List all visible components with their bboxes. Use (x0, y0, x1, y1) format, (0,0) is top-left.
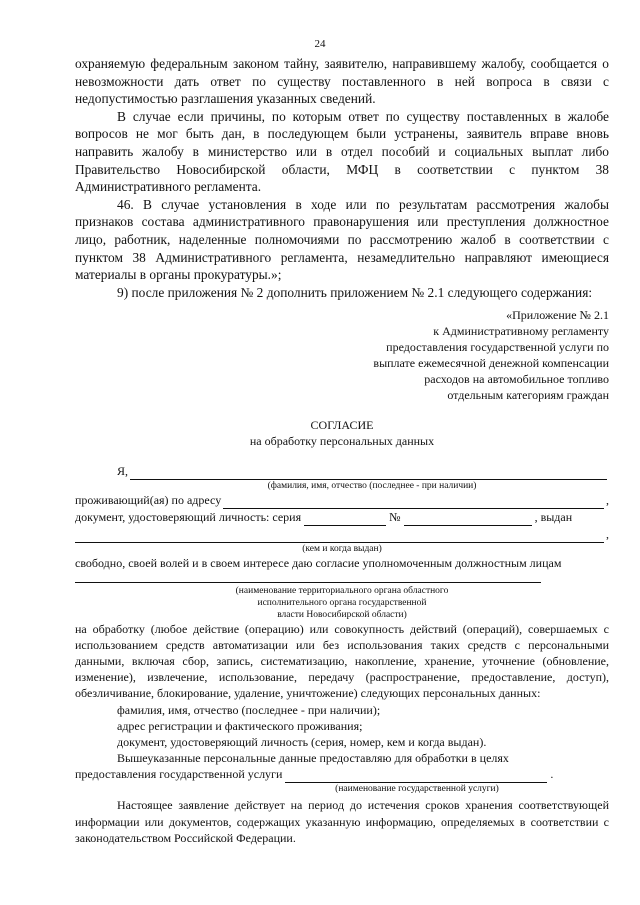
caption-line: исполнительного органа государственной (257, 597, 427, 608)
processing-text: на обработку (любое действие (операцию) или совокупность действий (операций), совершаемых с использованием средств автоматизации или без использования таких средств с персональными данными, включая сбор, запись, систематизацию, накопление, хранение, уточнение (обновление, изменение), извлечение, использование, передачу (распространение, предоставление, доступ), обезличивание, блокирование, удаление, уничтожение) следующих персональных данных: (75, 621, 609, 701)
service-field[interactable] (285, 769, 547, 783)
document-body (75, 55, 609, 846)
caption-line: власти Новосибирской области) (277, 609, 407, 620)
purpose-label: предоставления государственной услуги (75, 767, 283, 782)
fio-row (75, 463, 609, 480)
document-label: документ, удостоверяющий личность: серия (75, 510, 302, 525)
issued-caption: (кем и когда выдан) (302, 544, 382, 555)
page-number: 24 (314, 38, 326, 50)
data-item: документ, удостоверяющий личность (серия, номер, кем и когда выдан). (117, 734, 487, 749)
issued-field[interactable] (75, 529, 604, 543)
consent-text: свободно, своей волей и в своем интересе даю согласие уполномоченным должностным лицам (75, 556, 562, 571)
validity-text: Настоящее заявление действует на период до истечения сроков хранения соответствующей информации или документов, содержащих указанную информацию, определяемых в соответствии с законодательством Российской Федерации. (75, 798, 609, 845)
appendix-header (75, 307, 609, 403)
purpose-text: Вышеуказанные персональные данные предоставляю для обработки в целях (117, 751, 509, 766)
data-item: адрес регистрации и фактического проживания; (117, 718, 363, 733)
appendix-line: отдельным категориям граждан (447, 388, 609, 403)
paragraph: 9) после приложения № 2 дополнить приложением № 2.1 следующего содержания: (117, 284, 593, 300)
caption-line: (наименование территориального органа областного (235, 585, 449, 596)
organization-field[interactable] (75, 572, 541, 583)
address-field[interactable] (223, 495, 604, 509)
appendix-line: выплате ежемесячной денежной компенсации (373, 356, 609, 371)
issued-row: , (75, 526, 609, 543)
data-item: фамилия, имя, отчество (последнее - при наличии); (117, 702, 381, 717)
series-field[interactable] (304, 512, 386, 526)
fio-field[interactable] (130, 466, 607, 480)
document-row (75, 509, 609, 526)
purpose-row: предоставления государственной услуги . (75, 767, 554, 782)
address-label: проживающий(ая) по адресу (75, 493, 222, 508)
organization-caption (75, 585, 609, 621)
number-label: № (389, 510, 401, 525)
address-row: проживающий(ая) по адресу , (75, 493, 609, 508)
i-label: Я, (117, 464, 129, 479)
fio-caption: (фамилия, имя, отчество (последнее - при наличии) (267, 481, 477, 492)
purpose-caption: (наименование государственной услуги) (335, 784, 499, 795)
paragraph: охраняемую федеральным законом тайну, заявителю, направившему жалобу, сообщается о невозможности дать ответ по существу поставленного в ней вопроса в связи с недопустимостью разглашения указанных сведений. (75, 56, 609, 107)
appendix-line: «Приложение № 2.1 (506, 308, 609, 323)
appendix-line: предоставления государственной услуги по (386, 340, 609, 355)
appendix-line: к Административному регламенту (433, 324, 609, 339)
form-title: СОГЛАСИЕ (310, 418, 374, 433)
paragraph: В случае если причины, по которым ответ по существу поставленных в жалобе вопросов не мог быть дан, в последующем были устранены, заявитель вправе вновь направить жалобу в министерство или в отдел пособий и социальных выплат либо Правительство Новосибирской области, МФЦ в соответствии с пунктом 38 Административного регламента. (75, 108, 609, 195)
number-field[interactable] (404, 512, 532, 526)
form-subtitle: на обработку персональных данных (249, 434, 435, 449)
issued-label: , выдан (534, 510, 573, 525)
paragraph: 46. В случае установления в ходе или по результатам рассмотрения жалобы признаков состава административного правонарушения или преступления должностное лицо, работник, наделенные полномочиями по рассмотрению жалоб в соответствии с пунктом 38 Административного регламента, незамедлительно направляют имеющиеся материалы в органы прокуратуры.»; (75, 196, 609, 283)
appendix-line: расходов на автомобильное топливо (424, 372, 609, 387)
